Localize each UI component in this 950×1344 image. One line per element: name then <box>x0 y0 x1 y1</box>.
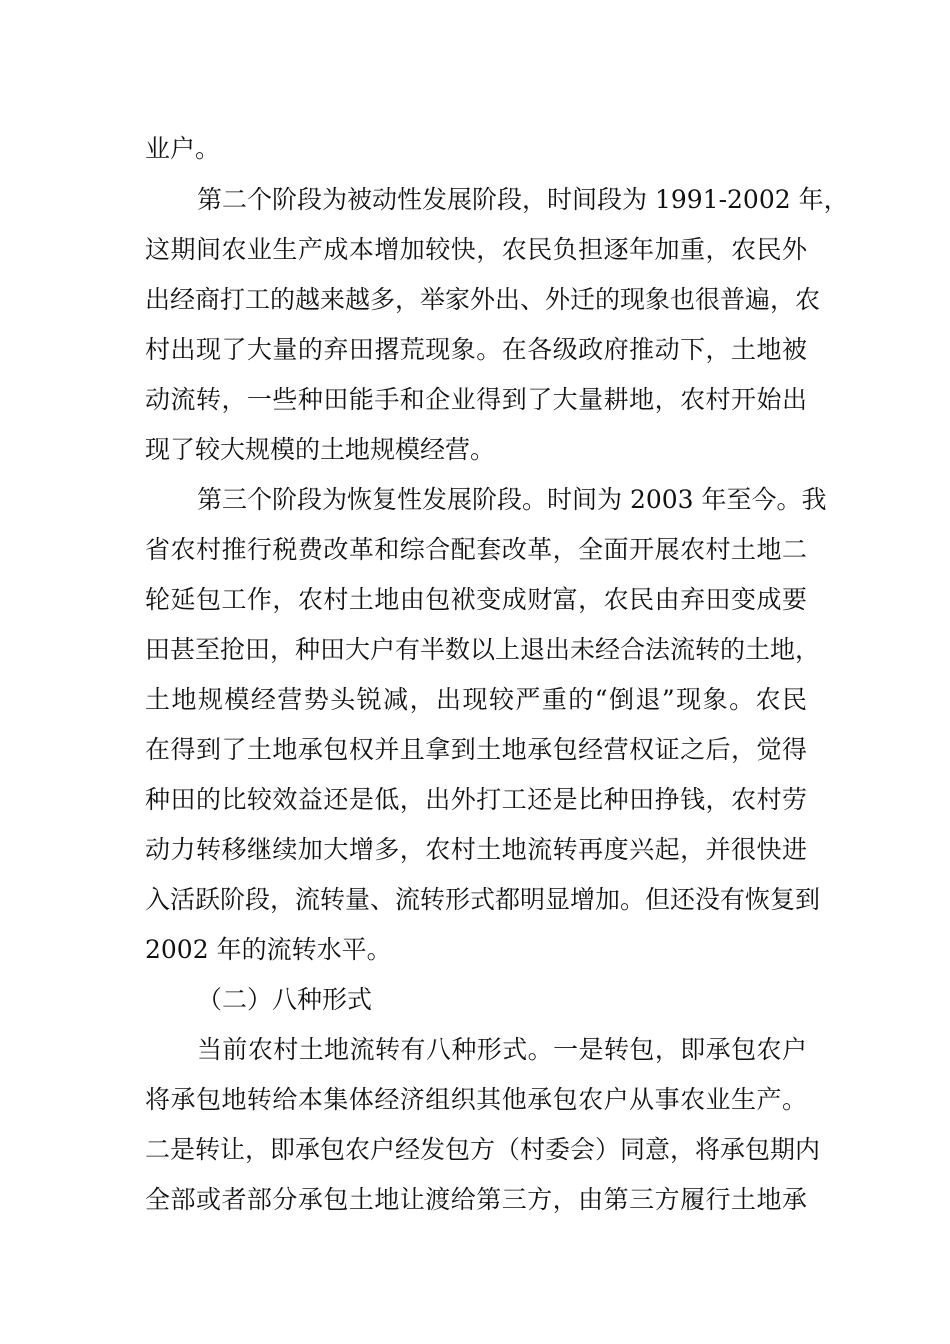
section-heading: （二）八种形式 <box>197 985 373 1014</box>
paragraph-start-line: 第二个阶段为被动性发展阶段，时间段为 1991-2002 年， <box>197 185 849 214</box>
text-line: 动流转，一些种田能手和企业得到了大量耕地，农村开始出 <box>145 385 807 414</box>
text-line: 在得到了土地承包权并且拿到土地承包经营权证之后，觉得 <box>145 735 807 764</box>
text-line: 这期间农业生产成本增加较快，农民负担逐年加重，农民外 <box>145 235 807 264</box>
text-line: 村出现了大量的弃田撂荒现象。在各级政府推动下，土地被 <box>145 335 807 364</box>
text-line: 现了较大规模的土地规模经营。 <box>145 435 496 464</box>
text-line: 业户。 <box>145 134 221 163</box>
text-line: 轮延包工作，农村土地由包袱变成财富，农民由弃田变成要 <box>145 585 807 614</box>
text-line: 土地规模经营势头锐减，出现较严重的“倒退”现象。农民 <box>145 685 807 714</box>
paragraph-start-line: 当前农村土地流转有八种形式。一是转包，即承包农户 <box>197 1035 807 1064</box>
text-line: 二是转让，即承包农户经发包方（村委会）同意，将承包期内 <box>145 1135 821 1164</box>
text-line: 2002 年的流转水平。 <box>145 935 392 964</box>
text-line: 出经商打工的越来越多，举家外出、外迁的现象也很普遍，农 <box>145 285 821 314</box>
text-line: 种田的比较效益还是低，出外打工还是比种田挣钱，农村劳 <box>145 785 807 814</box>
text-line: 全部或者部分承包土地让渡给第三方，由第三方履行土地承 <box>145 1185 807 1214</box>
text-line: 省农村推行税费改革和综合配套改革，全面开展农村土地二 <box>145 535 807 564</box>
text-line: 田甚至抢田，种田大户有半数以上退出未经合法流转的土地， <box>145 635 821 664</box>
text-line: 动力转移继续加大增多，农村土地流转再度兴起，并很快进 <box>145 835 807 864</box>
text-line: 入活跃阶段，流转量、流转形式都明显增加。但还没有恢复到 <box>145 885 821 914</box>
text-line: 将承包地转给本集体经济组织其他承包农户从事农业生产。 <box>145 1085 807 1114</box>
paragraph-start-line: 第三个阶段为恢复性发展阶段。时间为 2003 年至今。我 <box>197 485 827 514</box>
